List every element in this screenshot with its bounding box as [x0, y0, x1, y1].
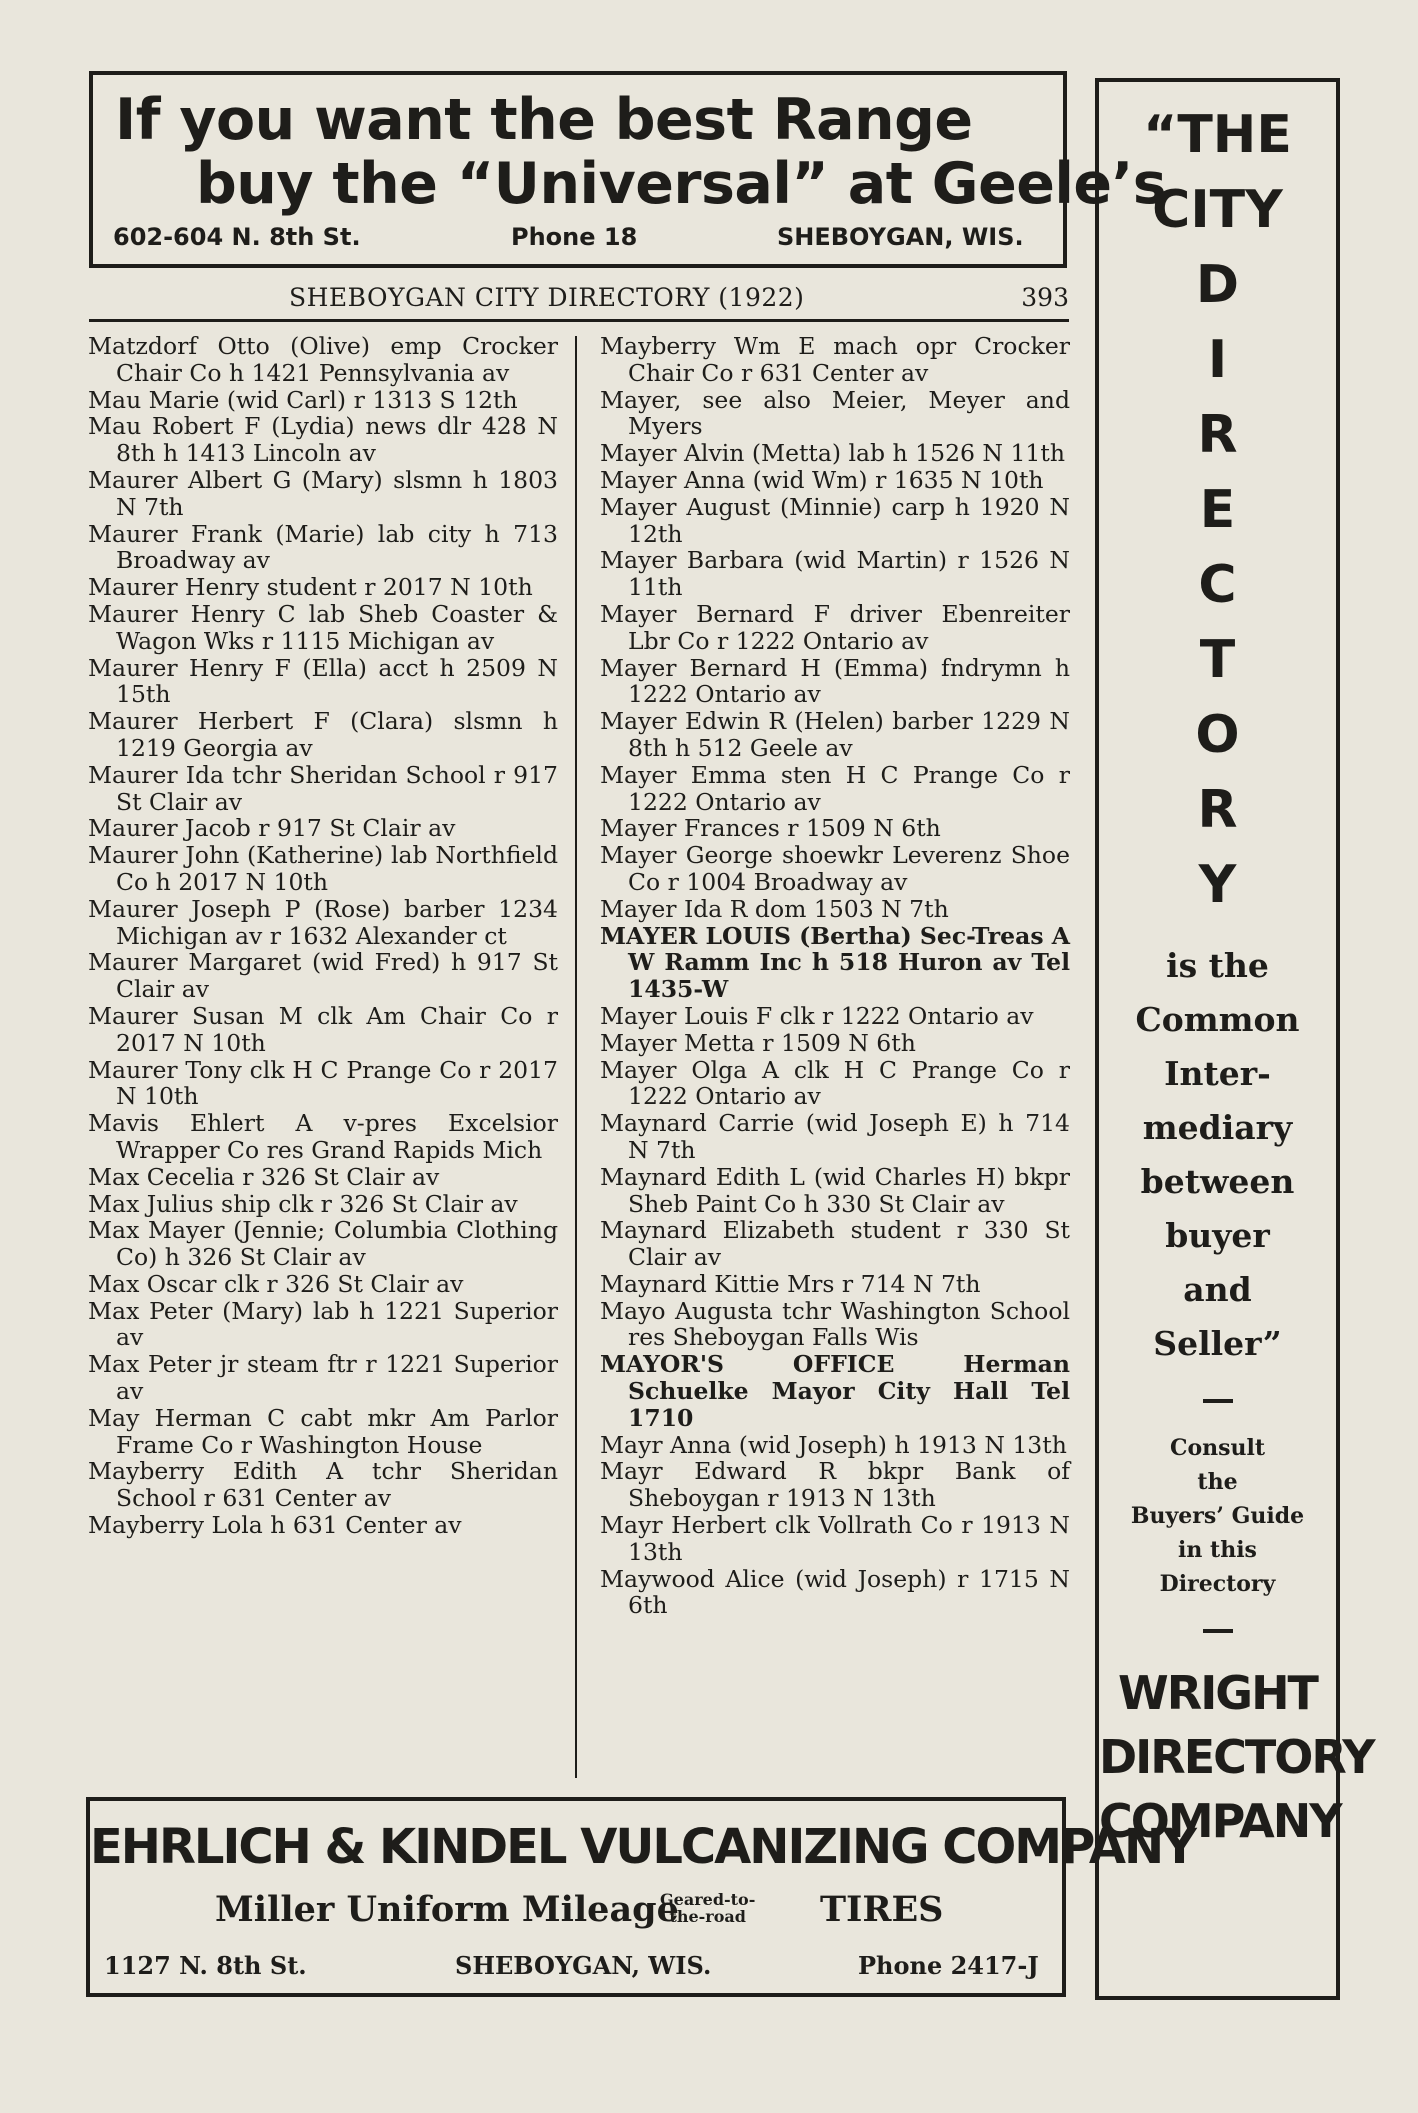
- side-ad-consult: in this: [1178, 1537, 1257, 1563]
- directory-entry: Mayer Frances r 1509 N 6th: [600, 814, 941, 843]
- side-ad-text: mediary: [1142, 1108, 1293, 1147]
- directory-letter: C: [1198, 555, 1237, 615]
- side-ad-text: Common: [1135, 1000, 1300, 1039]
- side-ad-directory-letters: [1099, 248, 1336, 923]
- directory-letter: Y: [1198, 855, 1237, 915]
- directory-entry: Mayer Anna (wid Wm) r 1635 N 10th: [600, 465, 1044, 494]
- directory-entry: Matzdorf Otto (Olive) emp Crocker Chair Co h 1421 Pennsylvania av: [88, 332, 558, 387]
- side-ad-publisher: WRIGHT: [1118, 1666, 1317, 1720]
- directory-entry: Max Cecelia r 326 St Clair av: [88, 1162, 440, 1191]
- side-ad-consult: the: [1197, 1469, 1238, 1495]
- directory-letter: E: [1199, 480, 1236, 540]
- directory-entry: Maynard Carrie (wid Joseph E) h 714 N 7th: [600, 1109, 1070, 1164]
- directory-entry: Maurer Ida tchr Sheridan School r 917 St Clair av: [88, 760, 558, 816]
- ad-geared-line1: Geared-to-: [660, 1890, 756, 1909]
- ad-tires: TIRES: [820, 1889, 944, 1930]
- directory-entry: Maynard Elizabeth student r 330 St Clair av: [600, 1216, 1070, 1272]
- divider-dash: [1203, 1629, 1233, 1633]
- side-ad-text: buyer: [1165, 1216, 1270, 1255]
- directory-entry: Max Peter jr steam ftr r 1221 Superior av: [88, 1350, 558, 1406]
- top-advertisement: [89, 71, 1167, 268]
- directory-letter: R: [1197, 780, 1238, 840]
- side-ad-text: and: [1183, 1270, 1252, 1309]
- directory-entry: Max Oscar clk r 326 St Clair av: [88, 1269, 464, 1298]
- side-ad-text: between: [1140, 1162, 1295, 1201]
- side-ad-text: Seller”: [1153, 1324, 1282, 1363]
- ad-tagline: Miller Uniform Mileage: [215, 1889, 679, 1930]
- directory-entry: Maurer Albert G (Mary) slsmn h 1803 N 7th: [88, 465, 558, 521]
- ad-address: 1127 N. 8th St.: [104, 1951, 307, 1980]
- directory-entry: Max Julius ship clk r 326 St Clair av: [88, 1189, 518, 1218]
- ad-geared-line2: the-road: [669, 1907, 746, 1926]
- directory-entry: Mayer Barbara (wid Martin) r 1526 N 11th: [600, 546, 1070, 602]
- ad-address: 602-604 N. 8th St.: [113, 223, 361, 251]
- directory-entry: Maurer Margaret (wid Fred) h 917 St Clair av: [88, 948, 558, 1004]
- page-number: 393: [1021, 283, 1069, 312]
- directory-entry: Maurer Tony clk H C Prange Co r 2017 N 10th: [88, 1055, 558, 1111]
- side-ad-city: CITY: [1152, 180, 1283, 240]
- running-header: [89, 279, 1069, 322]
- directory-entry: Mayer Bernard F driver Ebenreiter Lbr Co r 1222 Ontario av: [600, 599, 1070, 655]
- directory-entry: Mayer Edwin R (Helen) barber 1229 N 8th h 512 Geele av: [600, 707, 1070, 762]
- side-ad-publisher: DIRECTORY: [1099, 1730, 1374, 1784]
- directory-entry: Maurer Joseph P (Rose) barber 1234 Michigan av r 1632 Alexander ct: [88, 894, 558, 950]
- ad-headline-line2: buy the “Universal” at Geele’s: [196, 151, 1167, 217]
- side-ad-consult: Directory: [1159, 1571, 1276, 1597]
- ad-phone: Phone 18: [511, 223, 638, 251]
- directory-entry: Maynard Edith L (wid Charles H) bkpr Sheb Paint Co h 330 St Clair av: [600, 1162, 1070, 1218]
- directory-letter: T: [1199, 630, 1236, 690]
- directory-entry: Maurer John (Katherine) lab Northfield Co h 2017 N 10th: [88, 841, 558, 896]
- directory-entry: Mau Robert F (Lydia) news dlr 428 N 8th h 1413 Lincoln av: [88, 412, 558, 468]
- directory-entry: Max Peter (Mary) lab h 1221 Superior av: [88, 1296, 558, 1352]
- directory-entry: MAYOR'S OFFICE Herman Schuelke Mayor City Hall Tel 1710: [600, 1350, 1070, 1432]
- side-ad-consult: Buyers’ Guide: [1130, 1503, 1305, 1529]
- directory-entry: Mayer Bernard H (Emma) fndrymn h 1222 Ontario av: [600, 653, 1070, 709]
- directory-entry: Mayer August (Minnie) carp h 1920 N 12th: [600, 492, 1070, 548]
- directory-entry: May Herman C cabt mkr Am Parlor Frame Co r Washington House: [88, 1403, 558, 1459]
- directory-entry: Mayer Emma sten H C Prange Co r 1222 Ontario av: [600, 760, 1070, 816]
- directory-letter: I: [1207, 330, 1228, 390]
- right-column: [600, 333, 1070, 1619]
- ad-city: SHEBOYGAN, WIS.: [777, 223, 1024, 251]
- directory-entry: Maurer Herbert F (Clara) slsmn h 1219 Georgia av: [88, 707, 558, 762]
- directory-entry: Maurer Henry student r 2017 N 10th: [88, 573, 533, 602]
- directory-entry: Mau Marie (wid Carl) r 1313 S 12th: [88, 385, 518, 414]
- directory-entry: Mayer Olga A clk H C Prange Co r 1222 Ontario av: [600, 1055, 1070, 1111]
- directory-entry: Mayer, see also Meier, Meyer and Myers: [600, 385, 1070, 441]
- directory-entry: Mayer Ida R dom 1503 N 7th: [600, 894, 949, 923]
- ad-company-name: EHRLICH & KINDEL VULCANIZING COMPANY: [90, 1819, 1195, 1875]
- directory-entry: Maurer Susan M clk Am Chair Co r 2017 N 10th: [88, 1001, 558, 1057]
- ad-geared: [660, 1891, 755, 1925]
- ad-phone: Phone 2417-J: [858, 1951, 1039, 1980]
- directory-entry: Mayr Anna (wid Joseph) h 1913 N 13th: [600, 1430, 1067, 1459]
- side-ad-consult: Consult: [1169, 1435, 1266, 1461]
- bottom-advertisement: [86, 1797, 1195, 1997]
- side-ad-publisher: COMPANY: [1099, 1794, 1341, 1848]
- directory-entry: Mayer Metta r 1509 N 6th: [600, 1028, 916, 1057]
- directory-letter: D: [1195, 255, 1240, 315]
- page-title: SHEBOYGAN CITY DIRECTORY (1922): [289, 283, 805, 312]
- directory-entry: Mayberry Lola h 631 Center av: [88, 1511, 462, 1540]
- directory-entry: Mayberry Wm E mach opr Crocker Chair Co r 631 Center av: [600, 332, 1070, 387]
- directory-entry: Mayer Louis F clk r 1222 Ontario av: [600, 1001, 1034, 1030]
- ad-headline-line1: If you want the best Range: [115, 87, 973, 153]
- side-ad-text: is the: [1166, 946, 1269, 985]
- directory-entry: Mayr Edward R bkpr Bank of Sheboygan r 1913 N 13th: [600, 1457, 1070, 1513]
- directory-letter: R: [1197, 405, 1238, 465]
- side-ad-text: Inter-: [1164, 1054, 1271, 1093]
- ad-city: SHEBOYGAN, WIS.: [455, 1951, 712, 1980]
- directory-entry: MAYER LOUIS (Bertha) Sec-Treas A W Ramm Inc h 518 Huron av Tel 1435-W: [600, 921, 1070, 1004]
- side-advertisement: [1095, 78, 1374, 2000]
- directory-entry: Mavis Ehlert A v-pres Excelsior Wrapper Co res Grand Rapids Mich: [88, 1109, 558, 1164]
- divider-dash: [1203, 1399, 1233, 1403]
- left-column: [88, 333, 558, 1539]
- directory-entry: Mayer George shoewkr Leverenz Shoe Co r 1004 Broadway av: [600, 841, 1070, 896]
- directory-letter: O: [1195, 705, 1240, 765]
- directory-entry: Mayer Alvin (Metta) lab h 1526 N 11th: [600, 439, 1065, 468]
- directory-entry: Maurer Henry F (Ella) acct h 2509 N 15th: [88, 653, 558, 709]
- directory-entry: Maurer Jacob r 917 St Clair av: [88, 814, 456, 843]
- directory-entry: Maywood Alice (wid Joseph) r 1715 N 6th: [600, 1564, 1070, 1620]
- directory-entry: Mayr Herbert clk Vollrath Co r 1913 N 13th: [600, 1511, 1070, 1566]
- directory-entry: Maurer Henry C lab Sheb Coaster & Wagon Wks r 1115 Michigan av: [88, 599, 558, 655]
- directory-entry: Maynard Kittie Mrs r 714 N 7th: [600, 1269, 981, 1298]
- directory-entry: Mayo Augusta tchr Washington School res Sheboygan Falls Wis: [600, 1296, 1070, 1352]
- side-ad-the: “THE: [1143, 105, 1292, 165]
- directory-entry: Mayberry Edith A tchr Sheridan School r 631 Center av: [88, 1457, 558, 1513]
- column-divider: [575, 336, 577, 1778]
- directory-entry: Max Mayer (Jennie; Columbia Clothing Co) h 326 St Clair av: [88, 1216, 558, 1272]
- directory-entry: Maurer Frank (Marie) lab city h 713 Broadway av: [88, 519, 558, 575]
